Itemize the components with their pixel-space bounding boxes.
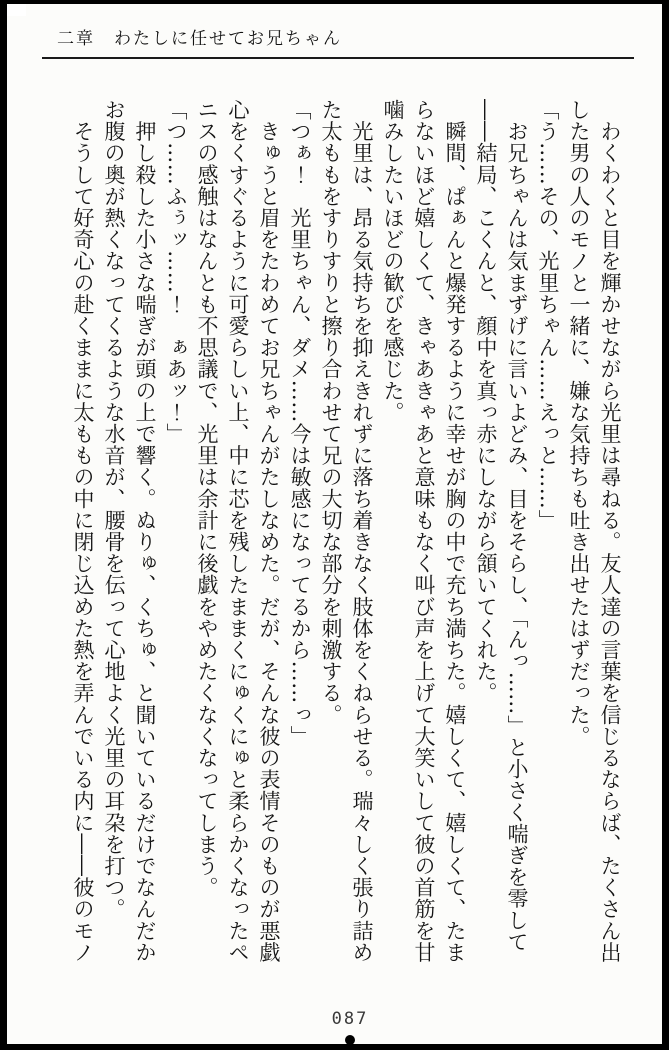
paragraph: わくわくと目を輝かせながら光里は尋ねる。友人達の言葉を信じるならば、たくさん出した男の人のモノと一緒に、嫌な気持ちも吐き出せたはずだった。 (567, 99, 622, 963)
paragraph: そうして好奇心の赴くままに太ももの中に閉じ込めた熱を弄んでいる内に――彼のモノ (71, 99, 95, 963)
paragraph: 光里は、昂る気持ちを抑えきれずに落ち着きなく肢体をくねらせる。瑞々しく張り詰めた太ももをすりすりと擦り合わせて兄の大切な部分を刺激する。 (319, 99, 374, 963)
center-mark-dot (345, 1035, 355, 1045)
body-text (67, 99, 625, 969)
header-divider-line (42, 57, 634, 59)
paragraph: きゅうと眉をたわめてお兄ちゃんがたしなめた。だが、そんな彼の表情そのものが悪戯心をくすぐるように可愛らしい上、中に芯を残したままくにゅくにゅと柔らかくなったペニスの感触はなんとも不思議で、光里は余計に後戯をやめたくなくなってしまう。 (195, 99, 281, 963)
paragraph: 「つ……ふぅッ……！ ぁあッ！」 (164, 99, 188, 445)
paragraph: 「つぁ！ 光里ちゃん、ダメ……今は敏感になってるから……っ」 (288, 99, 312, 747)
paragraph: 押し殺した小さな喘ぎが頭の上で響く。ぬりゅ、くちゅ、と聞いているだけでなんだかお腹の奥が熱くなってくるような水音が、腰骨を伝って心地よく光里の耳朶を打つ。 (102, 99, 157, 963)
page-number: 087 (331, 1009, 369, 1029)
scan-artifact-corner (0, 0, 26, 16)
paragraph: 「う……その、光里ちゃん……えっと……」 (536, 99, 560, 531)
paragraph: お兄ちゃんは気まずげに言いよどみ、目をそらし、「んっ……」と小さく喘ぎを零して――結局、こくんと、顔中を真っ赤にしながら頷いてくれた。 (474, 99, 529, 953)
paragraph: 瞬間、ぱぁんと爆発するように幸せが胸の中で充ち満ちた。嬉しくて、嬉しくて、たまらないほど嬉しくて、きゃあきゃあと意味もなく叫び声を上げて大笑いして彼の首筋を甘噛みしたいほどの歓びを感じた。 (381, 99, 467, 963)
chapter-header: 二章 わたしに任せてお兄ちゃん (57, 29, 342, 49)
